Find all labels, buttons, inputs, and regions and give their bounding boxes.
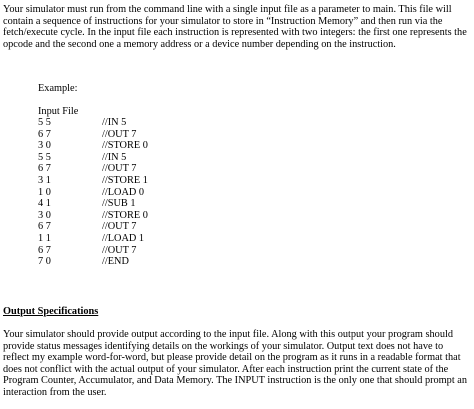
instruction-row <box>38 198 148 210</box>
instruction-code: 4 1 <box>38 198 51 210</box>
intro-paragraph: Your simulator must run from the command line with a single input file as a parameter to main. This file will contain a sequence of instructions for your simulator to store in “Instruction Memory” and then run via the fetch/execute cycle. In the input file each instruction is represented with two integers: the first one represents the opcode and the second one a memory address or a device number depending on the instruction. <box>3 4 467 50</box>
instruction-rows <box>38 117 148 268</box>
instruction-row <box>38 175 148 187</box>
example-label: Example: <box>38 83 78 94</box>
instruction-comment: //OUT 7 <box>102 244 137 256</box>
instruction-code: 6 7 <box>38 128 51 140</box>
instruction-comment: //STORE 1 <box>102 174 148 186</box>
instruction-listing <box>38 117 148 268</box>
instruction-row <box>38 187 148 199</box>
instruction-comment: //SUB 1 <box>102 198 136 210</box>
instruction-comment: //LOAD 1 <box>102 232 145 244</box>
instruction-row <box>38 210 148 222</box>
instruction-code: 6 7 <box>38 163 51 175</box>
instruction-code: 6 7 <box>38 244 51 256</box>
instruction-code: 3 0 <box>38 209 51 221</box>
instruction-row <box>38 163 148 175</box>
instruction-comment: //STORE 0 <box>102 140 148 152</box>
instruction-comment: //OUT 7 <box>102 163 137 175</box>
instruction-comment: //OUT 7 <box>102 221 137 233</box>
output-specifications-heading: Output Specifications <box>3 306 99 317</box>
instruction-row <box>38 221 148 233</box>
instruction-code: 6 7 <box>38 221 51 233</box>
instruction-comment: //STORE 0 <box>102 209 148 221</box>
output-paragraph: Your simulator should provide output according to the input file. Along with this output your program should provide status messages identifying details on the workings of your simulator. Output text does not have to reflect my example word-for-word, but please provide detail on the program as it runs in a readable format that does not conflict with the actual output of your simulator. After each instruction print the current state of the Program Counter, Accumulator, and Data Memory. The INPUT instruction is the only one that should prompt an interaction from the user. <box>3 329 467 398</box>
instruction-code: 1 0 <box>38 186 51 198</box>
instruction-comment: //IN 5 <box>102 117 127 128</box>
instruction-code: 1 1 <box>38 232 51 244</box>
instruction-comment: //IN 5 <box>102 151 127 163</box>
instruction-row <box>38 245 148 257</box>
instruction-comment: //END <box>102 256 129 268</box>
instruction-code: 5 5 <box>38 151 51 163</box>
instruction-code: 5 5 <box>38 117 51 128</box>
input-file-heading: Input File <box>38 106 79 117</box>
instruction-code: 3 1 <box>38 174 51 186</box>
instruction-comment: //LOAD 0 <box>102 186 145 198</box>
instruction-row <box>38 256 148 268</box>
instruction-code: 7 0 <box>38 256 51 268</box>
instruction-row <box>38 117 148 129</box>
instruction-row <box>38 233 148 245</box>
instruction-row <box>38 129 148 141</box>
instruction-row <box>38 152 148 164</box>
instruction-code: 3 0 <box>38 140 51 152</box>
instruction-row <box>38 140 148 152</box>
instruction-comment: //OUT 7 <box>102 128 137 140</box>
